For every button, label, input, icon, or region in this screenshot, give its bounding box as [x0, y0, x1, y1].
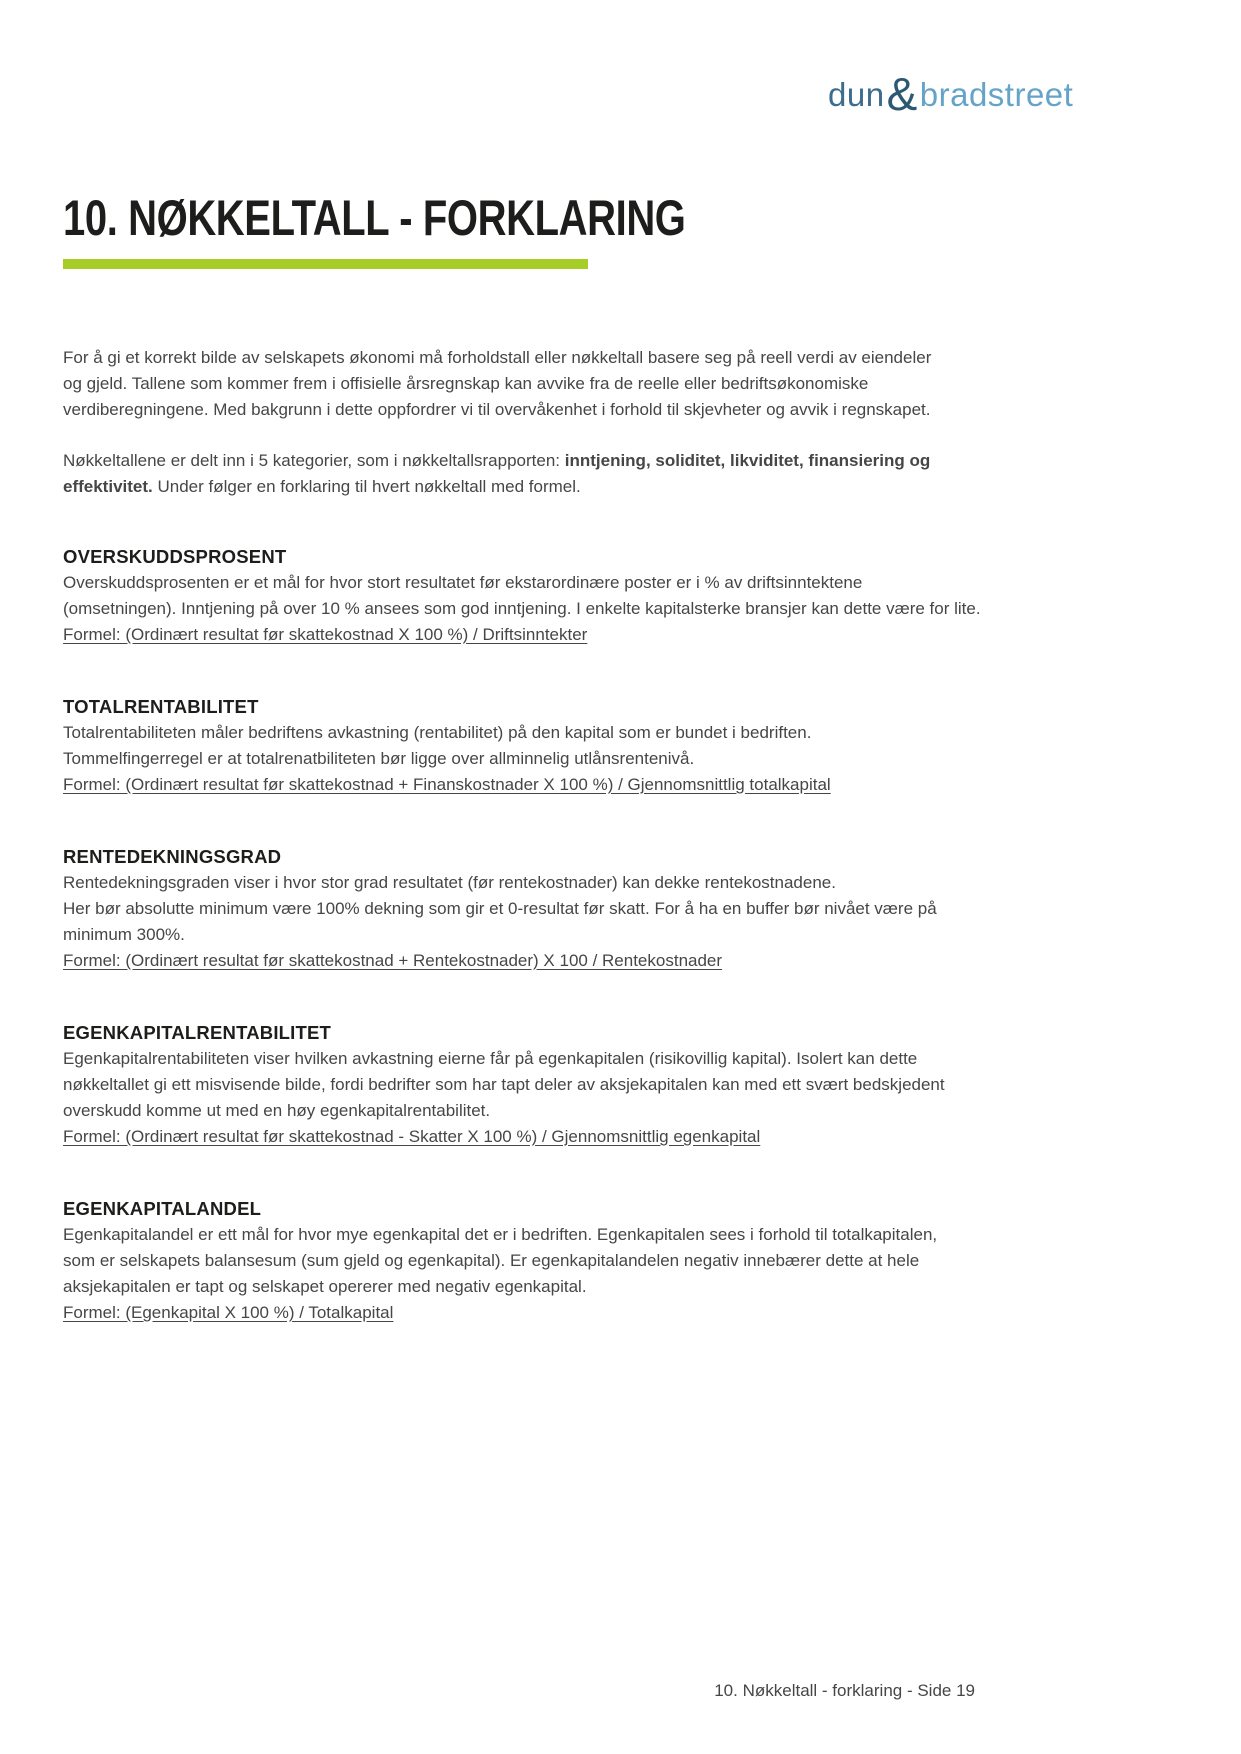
dun-bradstreet-logo — [828, 68, 1074, 120]
body-line: minimum 300%. — [63, 925, 185, 944]
section-body — [63, 720, 1178, 772]
intro-paragraph-2-line-1 — [63, 448, 1178, 474]
logo-ampersand-icon: & — [886, 68, 918, 120]
body-line: Egenkapitalrentabiliteten viser hvilken avkastning eierne får på egenkapitalen (risikovillig kapital). Isolert kan dette — [63, 1049, 918, 1068]
logo-text-dun: dun — [828, 76, 885, 113]
section-body — [63, 1222, 1178, 1300]
body-line: overskudd komme ut med en høy egenkapitalrentabilitet. — [63, 1101, 491, 1120]
section-heading: EGENKAPITALRENTABILITET — [63, 1022, 332, 1043]
logo-text-bradstreet: bradstreet — [919, 76, 1074, 113]
intro-paragraph-2 — [63, 448, 1178, 500]
body-line: verdiberegningene. Med bakgrunn i dette oppfordrer vi til overvåkenhet i forhold til skjevheter og avvik i regnskapet. — [63, 400, 931, 419]
section-formula: Formel: (Ordinært resultat før skattekostnad + Finanskostnader X 100 %) / Gjennomsnittlig totalkapital — [63, 775, 831, 794]
section-totalrentabilitet — [63, 694, 1178, 798]
body-line: (omsetningen). Inntjening på over 10 % ansees som god inntjening. I enkelte kapitalsterke bransjer kan dette være for lite. — [63, 599, 981, 618]
section-formula: Formel: (Ordinært resultat før skattekostnad X 100 %) / Driftsinntekter — [63, 625, 588, 644]
body-line: og gjeld. Tallene som kommer frem i offisielle årsregnskap kan avvike fra de reelle eller bedriftsøkonomiske — [63, 374, 869, 393]
section-rentedekningsgrad — [63, 844, 1178, 974]
body-line: nøkkeltallet gi ett misvisende bilde, fordi bedrifter som har tapt deler av aksjekapitalen kan med ett svært bedskjedent — [63, 1075, 945, 1094]
body-line: Her bør absolutte minimum være 100% dekning som gir et 0-resultat før skatt. For å ha en buffer bør nivået være på — [63, 899, 937, 918]
intro-p2-bold-1: inntjening, soliditet, likviditet, finansiering og — [564, 451, 931, 470]
page-title — [63, 0, 1178, 245]
intro-p2-normal-2: Under følger en forklaring til hvert nøkkeltall med formel. — [152, 477, 581, 496]
body-line: For å gi et korrekt bilde av selskapets økonomi må forholdstall eller nøkkeltall basere seg på reell verdi av eiendeler — [63, 348, 932, 367]
body-line: som er selskapets balansesum (sum gjeld og egenkapital). Er egenkapitalandelen negativ innebærer dette at hele — [63, 1251, 920, 1270]
section-heading: TOTALRENTABILITET — [63, 696, 259, 717]
section-formula: Formel: (Ordinært resultat før skattekostnad - Skatter X 100 %) / Gjennomsnittlig egenkapital — [63, 1127, 761, 1146]
intro-p2-bold-2: effektivitet. — [63, 477, 153, 496]
body-line: Overskuddsprosenten er et mål for hvor stort resultatet før ekstarordinære poster er i % av driftsinntektene — [63, 573, 863, 592]
section-body — [63, 870, 1178, 948]
section-heading: OVERSKUDDSPROSENT — [63, 546, 287, 567]
intro-paragraph-1 — [63, 345, 1178, 423]
section-body — [63, 570, 1178, 622]
body-line: Totalrentabiliteten måler bedriftens avkastning (rentabilitet) på den kapital som er bundet i bedriften. — [63, 723, 812, 742]
page-footer: 10. Nøkkeltall - forklaring - Side 19 — [714, 1681, 975, 1700]
page-title-text: 10. NØKKELTALL - FORKLARING — [63, 190, 686, 246]
intro-p2-normal-1: Nøkkeltallene er delt inn i 5 kategorier, som i nøkkeltallsrapporten: — [63, 451, 565, 470]
section-egenkapitalrentabilitet — [63, 1020, 1178, 1150]
section-heading: EGENKAPITALANDEL — [63, 1198, 262, 1219]
body-line: aksjekapitalen er tapt og selskapet opererer med negativ egenkapital. — [63, 1277, 587, 1296]
body-line: Egenkapitalandel er ett mål for hvor mye egenkapital det er i bedriften. Egenkapitalen sees i forhold til totalkapitalen, — [63, 1225, 938, 1244]
section-body — [63, 1046, 1178, 1124]
section-formula: Formel: (Ordinært resultat før skattekostnad + Rentekostnader) X 100 / Rentekostnader — [63, 951, 723, 970]
title-accent-bar — [63, 259, 588, 269]
body-line: Tommelfingerregel er at totalrenatbiliteten bør ligge over allminnelig utlånsrentenivå. — [63, 749, 695, 768]
intro-paragraph-2-line-2 — [63, 474, 1178, 500]
section-egenkapitalandel — [63, 1196, 1178, 1326]
section-formula: Formel: (Egenkapital X 100 %) / Totalkapital — [63, 1303, 394, 1322]
body-line: Rentedekningsgraden viser i hvor stor grad resultatet (før rentekostnader) kan dekke rentekostnadene. — [63, 873, 836, 892]
section-overskuddsprosent — [63, 544, 1178, 648]
section-heading: RENTEDEKNINGSGRAD — [63, 846, 282, 867]
